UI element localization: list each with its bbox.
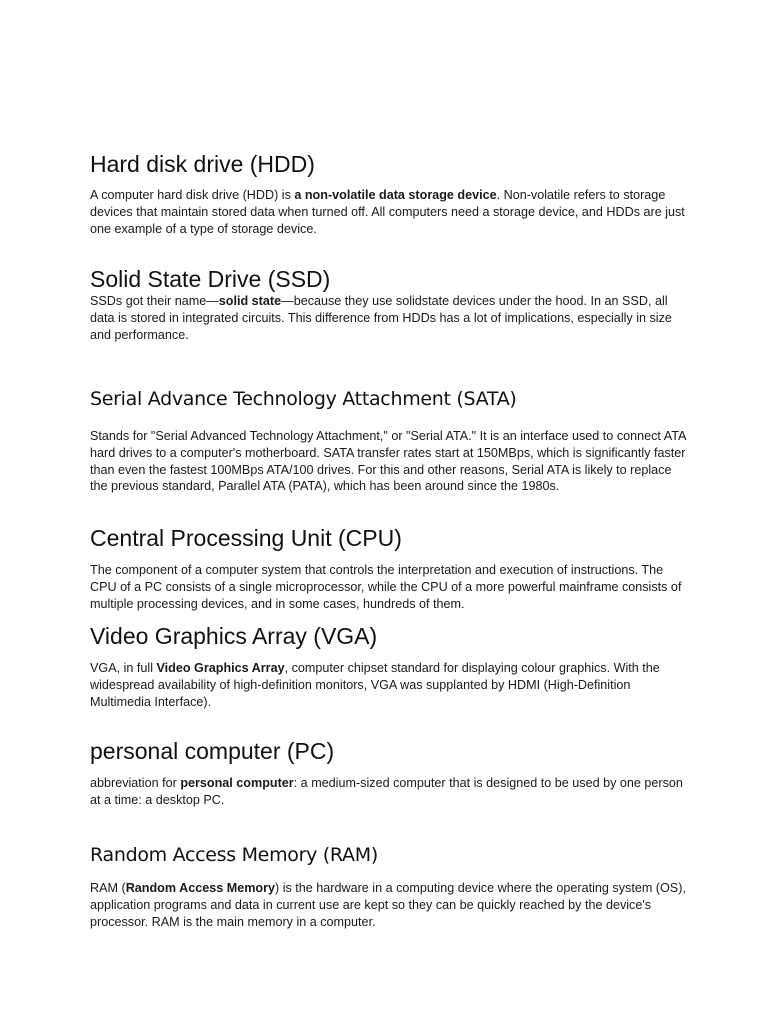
bold-term: a non-volatile data storage device xyxy=(294,188,497,202)
heading-hdd: Hard disk drive (HDD) xyxy=(90,151,315,177)
paragraph-text: SSDs got their name— xyxy=(90,294,219,308)
section-ssd xyxy=(90,265,690,343)
paragraph-ssd xyxy=(90,293,690,343)
bold-term: solid state xyxy=(218,294,282,308)
paragraph-text: . Non-volatile refers to storage devices that maintain stored data when turned off. All computers need a storage device, and HDDs are just one example of a type of storage device. xyxy=(90,188,685,236)
paragraph-text: RAM ( xyxy=(90,881,126,895)
paragraph-vga xyxy=(90,660,690,710)
section-vga xyxy=(90,622,690,710)
section-pc xyxy=(90,737,690,809)
bold-term: Video Graphics Array xyxy=(156,661,285,675)
paragraph-hdd xyxy=(90,187,690,237)
paragraph-ram xyxy=(90,880,690,930)
heading-sata: Serial Advance Technology Attachment (SATA) xyxy=(90,388,517,410)
paragraph-pc xyxy=(90,775,690,809)
heading-ssd: Solid State Drive (SSD) xyxy=(90,266,331,292)
heading-cpu: Central Processing Unit (CPU) xyxy=(90,525,402,551)
paragraph-text: , computer chipset standard for displaying colour graphics. With the widespread availability of high-definition monitors, VGA was supplanted by HDMI (High-Definition Multimedia Interface). xyxy=(90,661,660,709)
paragraph-text: abbreviation for xyxy=(90,776,181,790)
section-cpu xyxy=(90,524,690,612)
paragraph-text: : a medium-sized computer that is designed to be used by one person at a time: a desktop PC. xyxy=(90,776,683,807)
section-ram xyxy=(90,842,690,930)
paragraph-text: —because they use solidstate devices under the hood. In an SSD, all data is stored in integrated circuits. This difference from HDDs has a lot of implications, especially in size and performance. xyxy=(90,294,672,342)
bold-term: personal computer xyxy=(180,776,294,790)
paragraph-text: A computer hard disk drive (HDD) is xyxy=(90,188,295,202)
paragraph-sata: Stands for "Serial Advanced Technology Attachment," or "Serial ATA." It is an interface used to connect ATA hard drives to a computer's motherboard. SATA transfer rates start at 150MBps, which is significantly faster than even the fastest 100MBps ATA/100 drives. For this and other reasons, Serial ATA is likely to replace the previous standard, Parallel ATA (PATA), which has been around since the 1980s. xyxy=(90,429,686,494)
section-hdd xyxy=(90,150,690,237)
heading-pc: personal computer (PC) xyxy=(90,738,335,764)
paragraph-text: ) is the hardware in a computing device where the operating system (OS), application programs and data in current use are kept so they can be quickly reached by the device's processor. RAM is the main memory in a computer. xyxy=(90,881,686,929)
section-sata xyxy=(90,386,690,495)
paragraph-cpu: The component of a computer system that controls the interpretation and execution of instructions. The CPU of a PC consists of a single microprocessor, while the CPU of a more powerful mainframe consists of multiple processing devices, and in some cases, hundreds of them. xyxy=(90,563,682,611)
paragraph-text: VGA, in full xyxy=(90,661,157,675)
heading-vga: Video Graphics Array (VGA) xyxy=(90,623,378,649)
bold-term: Random Access Memory xyxy=(125,881,275,895)
heading-ram: Random Access Memory (RAM) xyxy=(90,844,378,866)
